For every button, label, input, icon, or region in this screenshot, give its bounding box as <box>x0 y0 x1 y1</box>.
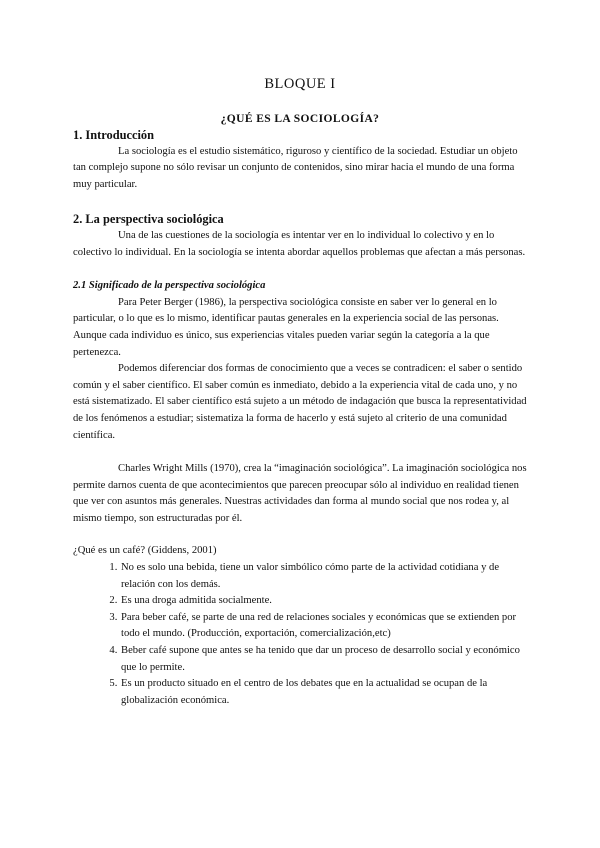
section-heading-introduction: 1. Introducción <box>73 128 155 142</box>
list-item: 3. Para beber café, se parte de una red de relaciones sociales y económicas que se extienden por todo el mundo. (Producción, exportación, comercialización,etc) <box>120 610 529 643</box>
document-body <box>73 127 529 709</box>
berger-paragraph: Para Peter Berger (1986), la perspectiva sociológica consiste en saber ver lo general en lo particular, o lo que es lo mismo, identificar pautas generales en la experiencia social de las personas. Aunque cada individuo es único, sus experiencias vitales pueden variar según la categoría a la que pertenezca. <box>73 296 499 358</box>
subsection-heading-meaning: 2.1 Significado de la perspectiva sociológica <box>73 280 266 292</box>
mills-paragraph: Charles Wright Mills (1970), crea la “imaginación sociológica”. La imaginación sociológica nos permite darnos cuenta de que acontecimientos que parecen preocupar sólo al individuo en realidad tienen que ver con asuntos más generales. Nuestras actividades dan forma al mundo social que nos rodea y, al mismo tiempo, son estructuradas por él. <box>73 463 527 524</box>
list-item: 4. Beber café supone que antes se ha tenido que dar un proceso de desarrollo social y económico que lo permite. <box>120 643 529 676</box>
section-heading-perspective: 2. La perspectiva sociológica <box>73 212 224 227</box>
perspective-paragraph: Una de las cuestiones de la sociología es intentar ver en lo individual lo colectivo y en lo colectivo lo individual. En la sociología se intenta abordar aquellos problemas que afectan a más personas. <box>73 229 526 258</box>
page-title: ¿QUÉ ES LA SOCIOLOGÍA? <box>220 113 380 125</box>
list-item: 1. No es solo una bebida, tiene un valor simbólico cómo parte de la actividad cotidiana y de relación con los demás. <box>120 560 529 593</box>
list-item: 2. Es una droga admitida socialmente. <box>120 593 529 610</box>
block-title: BLOQUE I <box>264 76 336 92</box>
coffee-question: ¿Qué es un café? (Giddens, 2001) <box>73 545 217 557</box>
knowledge-paragraph: Podemos diferenciar dos formas de conocimiento que a veces se contradicen: el saber o sentido común y el saber científico. El saber común es inmediato, debido a la experiencia vital de cada uno, y no está sistematizado. El saber científico está sujeto a un método de indagación que busca la representatividad de los fenómenos a estudiar; sistematiza la forma de hacerlo y está sujeto al criterio de una comunidad científica. <box>73 363 527 441</box>
list-item: 5. Es un producto situado en el centro de los debates que en la actualidad se ocupan de la globalización económica. <box>120 676 529 709</box>
introduction-paragraph: La sociología es el estudio sistemático, riguroso y científico de la sociedad. Estudiar un objeto tan complejo supone no sólo revisar un conjunto de contenidos, sino mirar hacia el mundo de una forma muy particular. <box>73 145 518 190</box>
coffee-list <box>73 560 529 709</box>
